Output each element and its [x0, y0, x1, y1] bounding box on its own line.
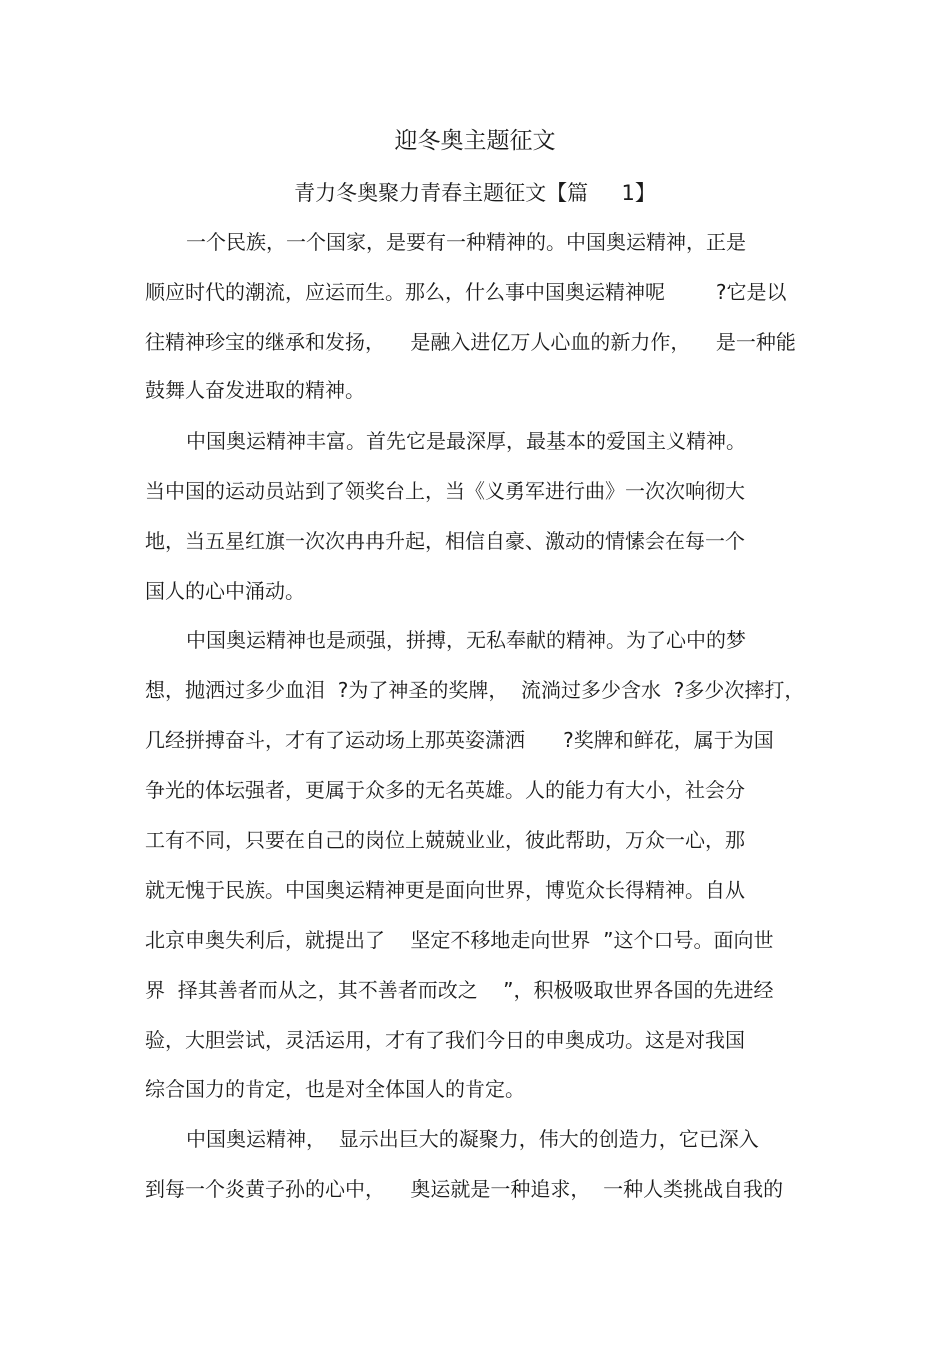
paragraph-line: 工有不同，只要在自己的岗位上兢兢业业，彼此帮助，万众一心，那 [145, 828, 745, 852]
paragraph-line: 想，抛洒过多少血泪 ?为了神圣的奖牌， 流淌过多少含水 ?多少次摔打， [145, 678, 805, 702]
paragraph-line: 顺应时代的潮流，应运而生。那么，什么事中国奥运精神呢 ?它是以 [145, 280, 787, 304]
paragraph-line: 往精神珍宝的继承和发扬， 是融入进亿万人心血的新力作， 是一种能 [145, 330, 796, 354]
paragraph-line: 北京申奥失利后，就提出了 坚定不移地走向世界 ”这个口号。面向世 [145, 928, 774, 952]
paragraph-line: 到每一个炎黄子孙的心中， 奥运就是一种追求， 一种人类挑战自我的 [145, 1177, 784, 1201]
paragraph-line: 鼓舞人奋发进取的精神。 [145, 378, 365, 402]
paragraph-line: 界 择其善者而从之，其不善者而改之 ”，积极吸取世界各国的先进经 [145, 978, 774, 1002]
paragraph-line: 争光的体坛强者，更属于众多的无名英雄。人的能力有大小，社会分 [145, 778, 745, 802]
paragraph-line: 当中国的运动员站到了领奖台上，当《义勇军进行曲》一次次响彻大 [145, 479, 745, 503]
paragraph-line: 国人的心中涌动。 [145, 579, 305, 603]
page-subtitle: 青力冬奥聚力青春主题征文【篇 1】 [294, 181, 656, 205]
paragraph-line: 综合国力的肯定，也是对全体国人的肯定。 [145, 1077, 525, 1101]
paragraph-line: 中国奥运精神， 显示出巨大的凝聚力，伟大的创造力，它已深入 [186, 1127, 759, 1151]
paragraph-line: 地，当五星红旗一次次冉冉升起，相信自豪、激动的情愫会在每一个 [145, 529, 745, 553]
page-title: 迎冬奥主题征文 [394, 128, 556, 154]
paragraph-line: 验，大胆尝试，灵活运用，才有了我们今日的申奥成功。这是对我国 [145, 1028, 745, 1052]
paragraph-line: 就无愧于民族。中国奥运精神更是面向世界，博览众长得精神。自从 [145, 878, 745, 902]
paragraph-line: 中国奥运精神丰富。首先它是最深厚，最基本的爱国主义精神。 [186, 429, 746, 453]
paragraph-line: 一个民族，一个国家，是要有一种精神的。中国奥运精神，正是 [186, 230, 746, 254]
paragraph-line: 几经拼搏奋斗，才有了运动场上那英姿潇洒 ?奖牌和鲜花，属于为国 [145, 728, 774, 752]
paragraph-line: 中国奥运精神也是顽强，拼搏，无私奉献的精神。为了心中的梦 [186, 628, 746, 652]
